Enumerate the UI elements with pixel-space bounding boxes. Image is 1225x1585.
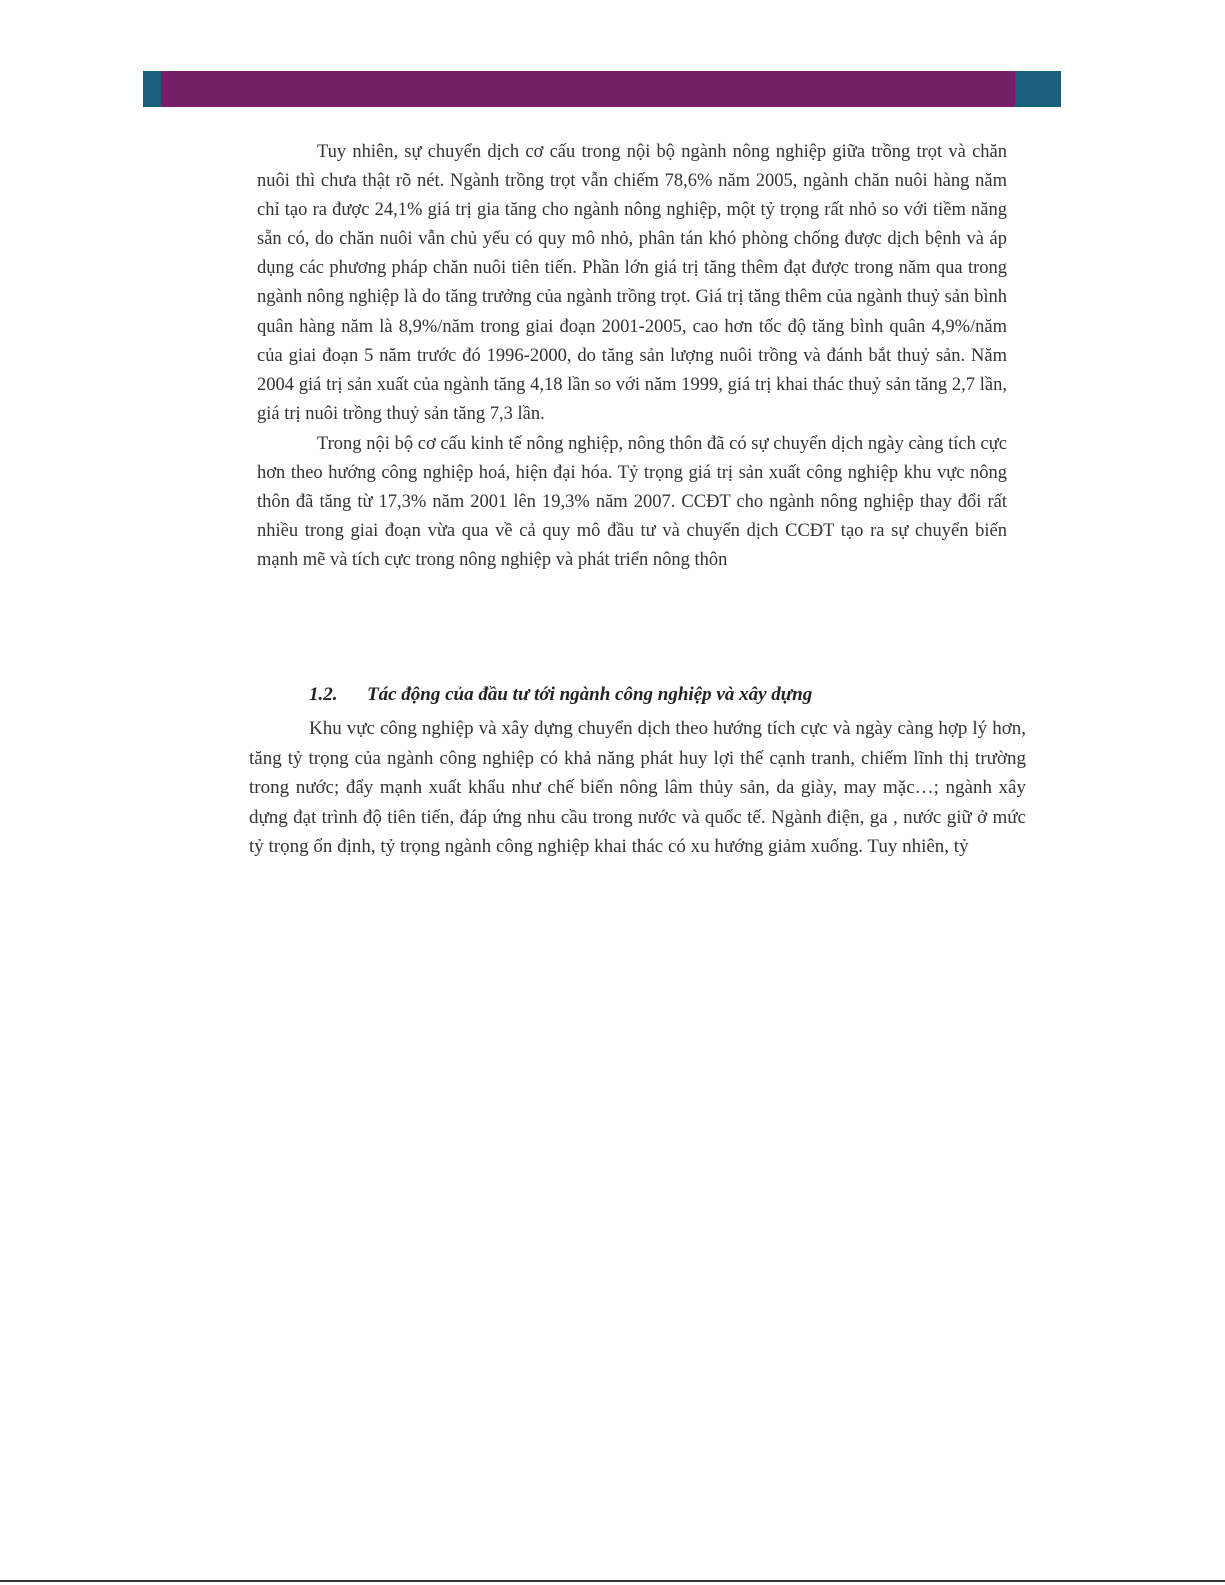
paragraph-industry: Khu vực công nghiệp và xây dựng chuyển dịch theo hướng tích cực và ngày càng hợp lý hơn, tăng tỷ trọng của ngành công nghiệp có khả năng phát huy lợi thế cạnh tranh, chiếm lĩnh thị trường trong nước; đẩy mạnh xuất khẩu như chế biến nông lâm thủy sản, da giày, may mặc…; ngành xây dựng đạt trình độ tiên tiến, đáp ứng nhu cầu trong nước và quốc tế. Ngành điện, ga , nước giữ ở mức tỷ trọng ổn định, tỷ trọng ngành công nghiệp khai thác có xu hướng giảm xuống. Tuy nhiên, tỷ — [249, 718, 1026, 858]
paragraph-rural-economy: Trong nội bộ cơ cấu kinh tế nông nghiệp, nông thôn đã có sự chuyển dịch ngày càng tích cực hơn theo hướng công nghiệp hoá, hiện đại hóa. Tỷ trọng giá trị sản xuất công nghiệp khu vực nông thôn đã tăng từ 17,3% năm 2001 lên 19,3% năm 2007. CCĐT cho ngành nông nghiệp thay đổi rất nhiều trong giai đoạn vừa qua về cả quy mô đầu tư và chuyển dịch CCĐT tạo ra sự chuyển biến mạnh mẽ và tích cực trong nông nghiệp và phát triển nông thôn — [257, 433, 1007, 571]
header-left-block — [143, 71, 161, 107]
bottom-rule — [0, 1580, 1225, 1582]
section-industry-construction — [249, 681, 1026, 862]
document-body — [257, 138, 1007, 575]
section-title: Tác động của đầu tư tới ngành công nghiệp và xây dựng — [367, 684, 813, 705]
header-main-block — [161, 71, 1015, 107]
header-right-block — [1015, 71, 1061, 107]
section-heading — [249, 681, 1026, 709]
section-number: 1.2. — [309, 684, 338, 705]
paragraph-crop-livestock: Tuy nhiên, sự chuyển dịch cơ cấu trong nội bộ ngành nông nghiệp giữa trồng trọt và chăn nuôi thì chưa thật rõ nét. Ngành trồng trọt vẫn chiếm 78,6% năm 2005, ngành chăn nuôi hàng năm chỉ tạo ra được 24,1% giá trị gia tăng cho ngành nông nghiệp, một tỷ trọng rất nhỏ so với tiềm năng sẵn có, do chăn nuôi vẫn chủ yếu có quy mô nhỏ, phân tán khó phòng chống được dịch bệnh và áp dụng các phương pháp chăn nuôi tiên tiến. Phần lớn giá trị tăng thêm đạt được trong năm qua trong ngành nông nghiệp là do tăng trưởng của ngành trồng trọt. Giá trị tăng thêm của ngành thuỷ sản bình quân hàng năm là 8,9%/năm trong giai đoạn 2001-2005, cao hơn tốc độ tăng bình quân 4,9%/năm của giai đoạn 5 năm trước đó 1996-2000, do tăng sản lượng nuôi trồng và đánh bắt thuỷ sản. Năm 2004 giá trị sản xuất của ngành tăng 4,18 lần so với năm 1999, giá trị khai thác thuỷ sản tăng 2,7 lần, giá trị nuôi trồng thuỷ sản tăng 7,3 lần. — [257, 142, 1007, 424]
page-header-bar — [143, 71, 1061, 107]
